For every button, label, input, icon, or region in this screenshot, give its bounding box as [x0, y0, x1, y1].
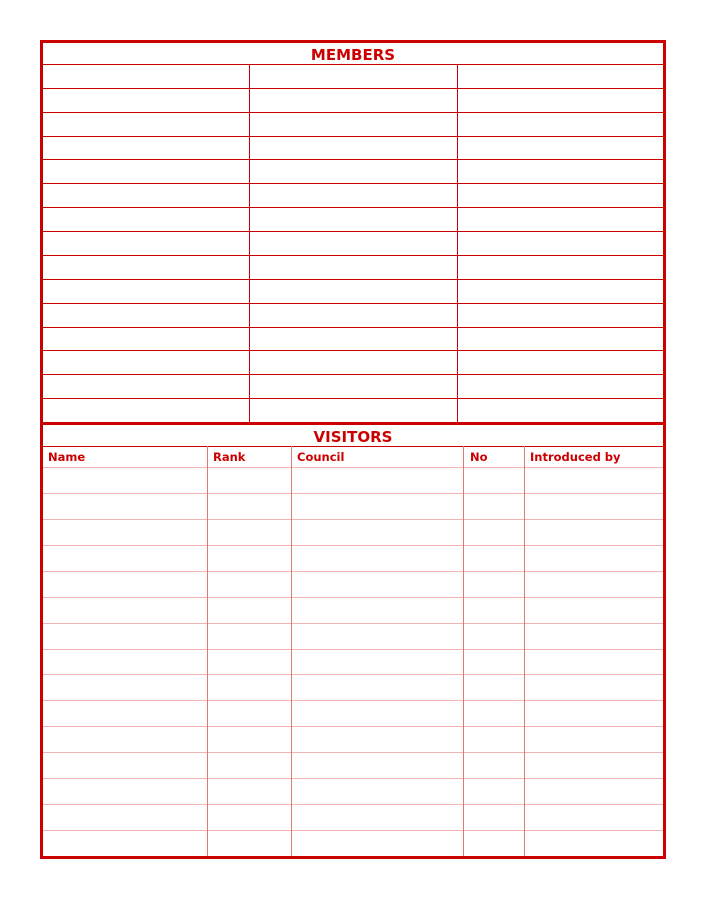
visitor-column-line	[463, 446, 464, 856]
member-row-line	[43, 255, 663, 256]
visitor-row-line	[43, 649, 663, 650]
column-header-introduced-by: Introduced by	[530, 450, 621, 464]
member-column-line	[457, 64, 458, 422]
visitor-row-line	[43, 778, 663, 779]
visitor-row-line	[43, 726, 663, 727]
column-header-no: No	[470, 450, 488, 464]
visitor-column-line	[207, 446, 208, 856]
visitor-row-line	[43, 545, 663, 546]
visitor-row-line	[43, 571, 663, 572]
visitor-row-line	[43, 830, 663, 831]
member-row-line	[43, 303, 663, 304]
column-header-name: Name	[48, 450, 86, 464]
visitor-row-line	[43, 804, 663, 805]
member-row-line	[43, 279, 663, 280]
member-row-line	[43, 327, 663, 328]
member-row-line	[43, 159, 663, 160]
visitors-header-divider	[43, 446, 663, 447]
members-title: MEMBERS	[310, 46, 396, 64]
column-header-rank: Rank	[213, 450, 246, 464]
visitor-row-line	[43, 674, 663, 675]
member-row-line	[43, 88, 663, 89]
visitor-row-line	[43, 752, 663, 753]
members-header-divider	[43, 64, 663, 65]
member-column-line	[249, 64, 250, 422]
member-row-line	[43, 398, 663, 399]
visitor-header-line	[43, 467, 663, 468]
section-divider	[43, 422, 663, 425]
visitor-column-line	[291, 446, 292, 856]
member-row-line	[43, 112, 663, 113]
visitor-row-line	[43, 623, 663, 624]
visitor-row-line	[43, 519, 663, 520]
visitor-row-line	[43, 493, 663, 494]
member-row-line	[43, 207, 663, 208]
visitor-column-line	[524, 446, 525, 856]
attendance-form	[40, 40, 666, 859]
member-row-line	[43, 350, 663, 351]
visitor-row-line	[43, 597, 663, 598]
visitor-row-line	[43, 700, 663, 701]
member-row-line	[43, 136, 663, 137]
member-row-line	[43, 183, 663, 184]
visitors-title: VISITORS	[313, 428, 393, 446]
member-row-line	[43, 231, 663, 232]
member-row-line	[43, 374, 663, 375]
column-header-council: Council	[297, 450, 345, 464]
